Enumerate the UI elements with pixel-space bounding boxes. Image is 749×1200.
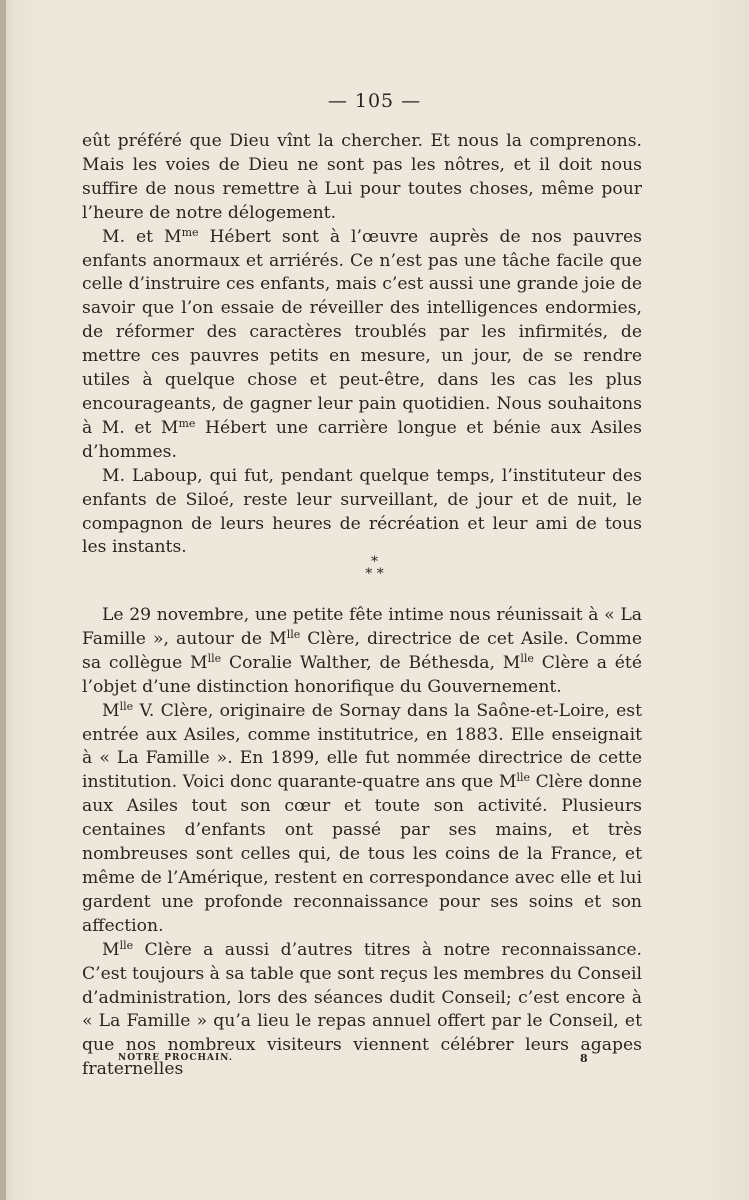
asterism-divider bbox=[0, 556, 749, 580]
superscript: lle bbox=[119, 699, 134, 713]
paragraph-clere-bio bbox=[82, 700, 642, 939]
superscript: lle bbox=[207, 651, 222, 665]
footer-title: NOTRE PROCHAIN. bbox=[118, 1053, 233, 1063]
superscript: lle bbox=[286, 627, 301, 641]
body-section-1 bbox=[82, 130, 642, 560]
page-footer bbox=[118, 1053, 598, 1063]
superscript: lle bbox=[520, 651, 534, 665]
asterism-bottom: * * bbox=[365, 566, 384, 582]
paragraph-fete bbox=[82, 604, 642, 700]
superscript: lle bbox=[516, 771, 531, 785]
text-run: Clère donne aux Asiles tout son cœur et toute son activité. Plusieurs centaines d’enfants ont passé par ses mains, et très nombreuses sont celles qui, de tous les coins de la France, et même de l’Amérique, restent en correspondance avec elle et lui gardent une profonde reconnaissance pour ses soins et son affection. bbox=[82, 772, 643, 936]
paragraph-continuation: eût préféré que Dieu vînt la chercher. Et nous la comprenons. Mais les voies de Dieu ne sont pas les nôtres, et il doit nous suffire de nous remettre à Lui pour toutes choses, même pour l’heure de notre délogement. bbox=[82, 131, 642, 223]
page-number: — 105 — bbox=[327, 90, 422, 112]
text-run: Clère, directrice de cet Asile. Comme sa collègue M bbox=[82, 628, 642, 673]
text-run: M bbox=[102, 700, 120, 721]
body-section-2 bbox=[82, 604, 642, 1082]
text-run: M. et M bbox=[102, 226, 182, 247]
superscript: me bbox=[181, 225, 199, 239]
text-run: Hébert une carrière longue et bénie aux Asiles d’hommes. bbox=[82, 417, 642, 462]
signature-mark: 8 bbox=[580, 1052, 589, 1065]
paragraph-laboup: M. Laboup, qui fut, pendant quelque temps, l’instituteur des enfants de Siloé, reste leur surveillant, de jour et de nuit, le compagnon de leurs heures de récréation et leur ami de tous les instants. bbox=[82, 465, 642, 558]
text-run: V. Clère, originaire de Sornay dans la Saône-et-Loire, est entrée aux Asiles, comme institutrice, en 1883. Elle enseignait à « La Famille ». En 1899, elle fut nommée directrice de cette institution. Voici donc quarante-quatre ans que M bbox=[82, 700, 642, 793]
text-run: Clère a aussi d’autres titres à notre reconnaissance. C’est toujours à sa table que sont reçus les membres du Conseil d’administration, lors des séances dudit Conseil; c’est encore à « La Famille » qu’a lieu le repas annuel offert par le Conseil, et que nos nombreux visiteurs viennent célébrer leurs agapes fraternelles bbox=[82, 939, 642, 1080]
text-run: Coralie Walther, de Béthesda, M bbox=[221, 652, 521, 673]
text-run: Clère a été l’objet d’une distinction honorifique du Gouvernement. bbox=[82, 652, 642, 697]
page-binding-edge bbox=[0, 0, 6, 1200]
superscript: lle bbox=[119, 938, 134, 952]
asterism-top: * bbox=[371, 554, 378, 570]
text-run: Hébert sont à l’œuvre auprès de nos pauvres enfants anormaux et arriérés. Ce n’est pas une tâche facile que celle d’instruire ces enfants, mais c’est aussi une grande joie de savoir que l’on essaie de réveiller des intelligences endormies, de réformer des caractères troublés par les infirmités, de mettre ces pauvres petits en mesure, un jour, de se rendre utiles à quelque chose et peut-être, dans les cas les plus encourageants, de gagner leur pain quotidien. Nous souhaitons à M. et M bbox=[82, 226, 642, 438]
superscript: me bbox=[178, 416, 196, 430]
text-run: Le 29 novembre, une petite fête intime nous réunissait à « La Famille », autour de M bbox=[82, 605, 642, 649]
paragraph-hebert bbox=[82, 226, 642, 465]
text-run: M bbox=[102, 939, 120, 960]
